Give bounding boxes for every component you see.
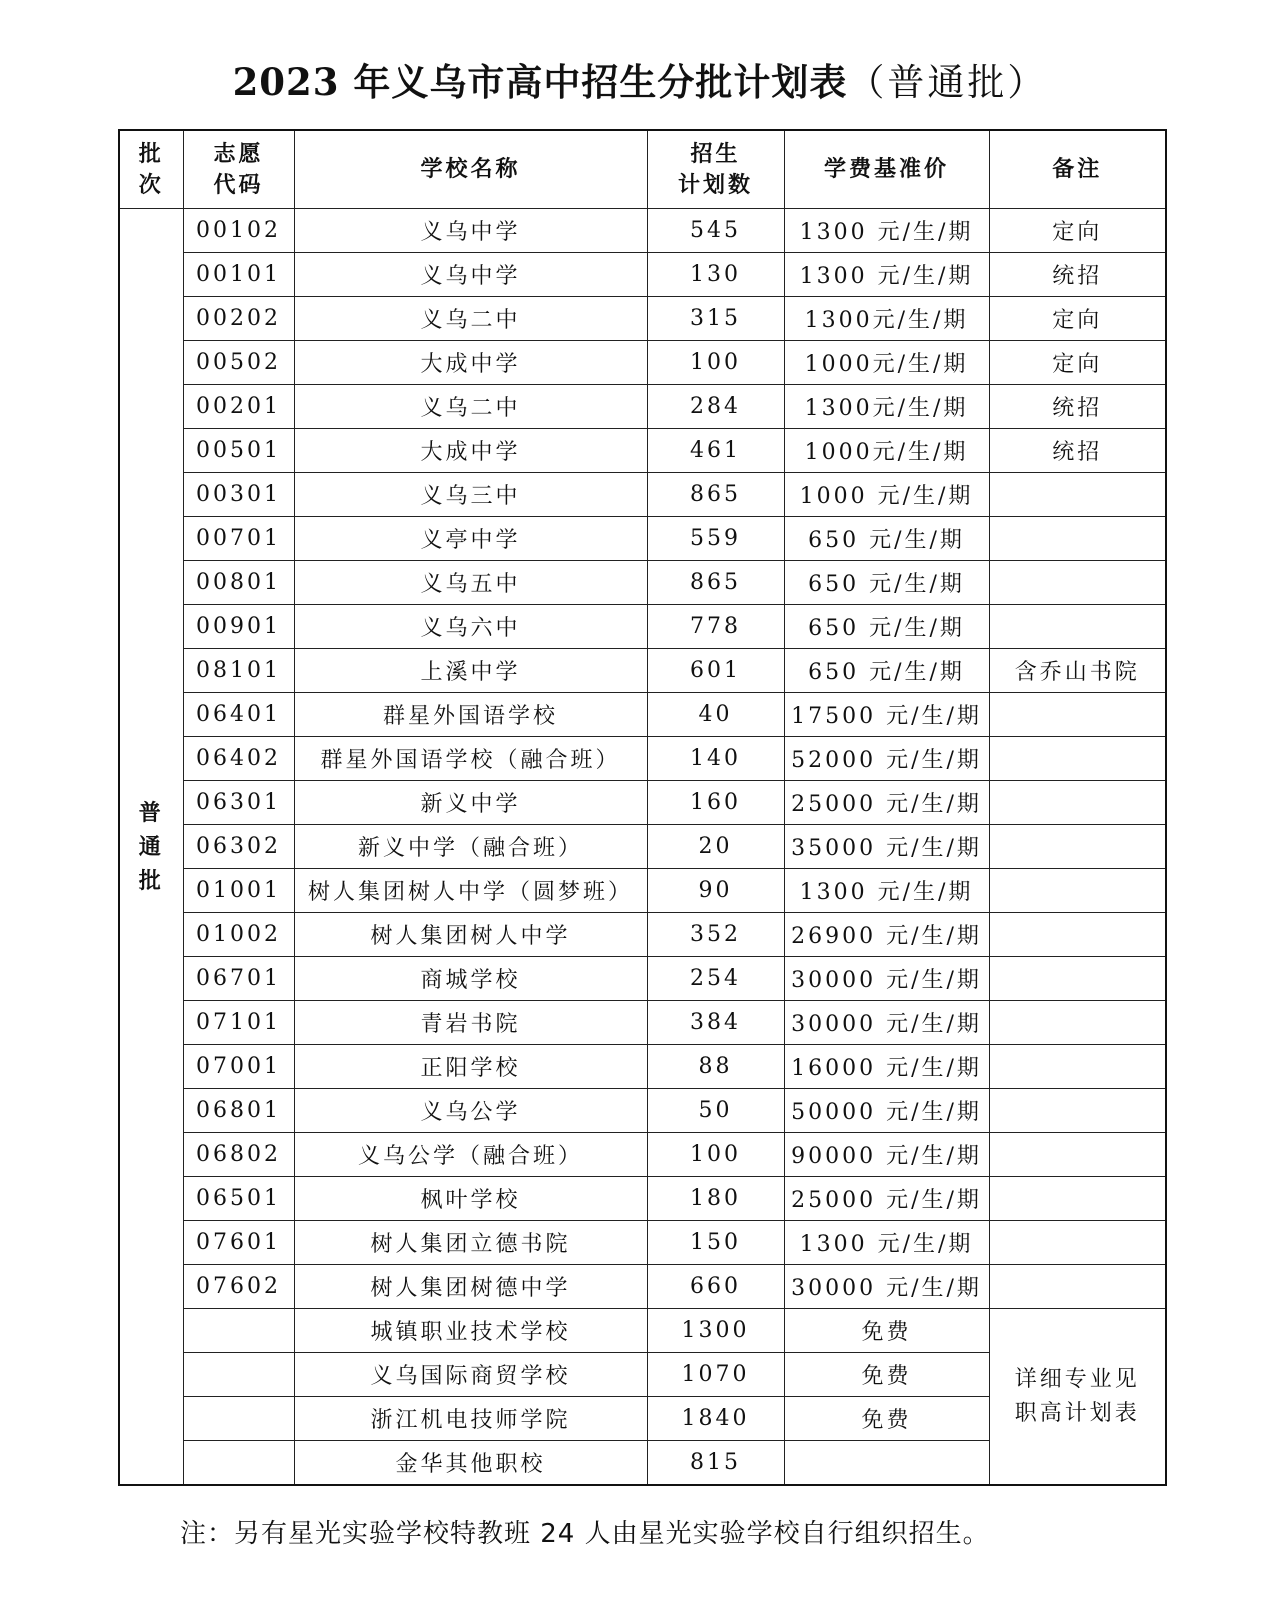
school-cell: 义乌国际商贸学校 [294,1353,647,1397]
code-cell: 00501 [183,429,294,473]
remark-cell [989,825,1166,869]
plan-cell: 559 [647,517,784,561]
fee-cell: 免费 [784,1353,989,1397]
table-row [119,517,1166,561]
school-cell: 义乌五中 [294,561,647,605]
remark-cell [989,913,1166,957]
table-row [119,1089,1166,1133]
plan-cell: 461 [647,429,784,473]
remark-cell [989,957,1166,1001]
remark-cell [989,605,1166,649]
table-row [119,1265,1166,1309]
plan-cell: 130 [647,253,784,297]
remark-cell: 统招 [989,253,1166,297]
plan-cell: 88 [647,1045,784,1089]
remark-cell [989,1133,1166,1177]
title-main: 2023 年义乌市高中招生分批计划表 [232,60,848,104]
plan-cell: 90 [647,869,784,913]
fee-cell: 免费 [784,1309,989,1353]
fee-cell: 90000 元/生/期 [784,1133,989,1177]
fee-cell: 30000 元/生/期 [784,1265,989,1309]
remark-cell [989,1177,1166,1221]
remark-cell [989,1265,1166,1309]
table-row [119,957,1166,1001]
header-plan [647,130,784,209]
header-plan-line1: 招生 [690,140,741,167]
code-cell: 00101 [183,253,294,297]
table-row [119,825,1166,869]
code-cell: 06801 [183,1089,294,1133]
code-cell: 01002 [183,913,294,957]
remark-cell [989,1001,1166,1045]
fee-cell: 1300 元/生/期 [784,253,989,297]
header-school: 学校名称 [294,130,647,209]
remark-cell: 定向 [989,297,1166,341]
fee-cell: 30000 元/生/期 [784,957,989,1001]
fee-cell: 25000 元/生/期 [784,1177,989,1221]
school-cell: 上溪中学 [294,649,647,693]
code-cell: 00801 [183,561,294,605]
plan-cell: 100 [647,1133,784,1177]
header-code [183,130,294,209]
table-row [119,1309,1166,1353]
header-fee: 学费基准价 [784,130,989,209]
fee-cell: 1300元/生/期 [784,385,989,429]
table-row [119,1177,1166,1221]
header-code-line1: 志愿 [213,140,264,167]
vocational-remark-cell [989,1309,1166,1486]
code-cell: 00701 [183,517,294,561]
plan-cell: 50 [647,1089,784,1133]
code-cell [183,1353,294,1397]
table-row [119,385,1166,429]
code-cell: 08101 [183,649,294,693]
code-cell: 07602 [183,1265,294,1309]
batch-char: 普 [138,799,164,826]
plan-cell: 40 [647,693,784,737]
school-cell: 树人集团树人中学（圆梦班） [294,869,647,913]
table-row [119,693,1166,737]
fee-cell: 1000元/生/期 [784,341,989,385]
table-row [119,1001,1166,1045]
enrollment-plan-table [118,129,1167,1486]
fee-cell [784,1441,989,1486]
code-cell [183,1397,294,1441]
remark-cell: 定向 [989,341,1166,385]
school-cell: 枫叶学校 [294,1177,647,1221]
code-cell [183,1309,294,1353]
code-cell: 00202 [183,297,294,341]
fee-cell: 1300 元/生/期 [784,1221,989,1265]
table-row [119,209,1166,253]
table-row [119,737,1166,781]
table-row [119,649,1166,693]
plan-cell: 1070 [647,1353,784,1397]
remark-cell [989,1045,1166,1089]
plan-cell: 254 [647,957,784,1001]
plan-cell: 160 [647,781,784,825]
code-cell: 07001 [183,1045,294,1089]
table-row [119,561,1166,605]
school-cell: 青岩书院 [294,1001,647,1045]
header-code-line2: 代码 [213,171,264,198]
code-cell: 00301 [183,473,294,517]
school-cell: 义乌二中 [294,297,647,341]
header-batch [119,130,183,209]
plan-cell: 100 [647,341,784,385]
fee-cell: 650 元/生/期 [784,561,989,605]
plan-cell: 150 [647,1221,784,1265]
fee-cell: 1000元/生/期 [784,429,989,473]
fee-cell: 免费 [784,1397,989,1441]
code-cell: 06401 [183,693,294,737]
school-cell: 义乌六中 [294,605,647,649]
school-cell: 新义中学 [294,781,647,825]
table-row [119,1221,1166,1265]
table-header-row [119,130,1166,209]
plan-cell: 384 [647,1001,784,1045]
vocational-remark-line1: 详细专业见 [1014,1366,1140,1392]
header-plan-line2: 计划数 [677,171,753,198]
fee-cell: 26900 元/生/期 [784,913,989,957]
code-cell: 07601 [183,1221,294,1265]
header-batch-line1: 批 [138,140,164,167]
code-cell: 00102 [183,209,294,253]
fee-cell: 35000 元/生/期 [784,825,989,869]
remark-cell [989,1221,1166,1265]
code-cell: 00901 [183,605,294,649]
fee-cell: 1000 元/生/期 [784,473,989,517]
vocational-remark-line2: 职高计划表 [1014,1400,1140,1426]
page-title [0,52,1280,106]
code-cell: 06302 [183,825,294,869]
code-cell: 06802 [183,1133,294,1177]
plan-cell: 815 [647,1441,784,1486]
fee-cell: 650 元/生/期 [784,517,989,561]
table-row [119,1133,1166,1177]
fee-cell: 50000 元/生/期 [784,1089,989,1133]
plan-cell: 20 [647,825,784,869]
school-cell: 正阳学校 [294,1045,647,1089]
plan-cell: 865 [647,561,784,605]
fee-cell: 1300 元/生/期 [784,869,989,913]
school-cell: 义乌中学 [294,209,647,253]
school-cell: 义乌二中 [294,385,647,429]
code-cell: 06402 [183,737,294,781]
school-cell: 大成中学 [294,429,647,473]
school-cell: 义乌公学 [294,1089,647,1133]
remark-cell: 含乔山书院 [989,649,1166,693]
code-cell: 00201 [183,385,294,429]
remark-cell [989,781,1166,825]
fee-cell: 25000 元/生/期 [784,781,989,825]
table-row [119,429,1166,473]
remark-cell: 定向 [989,209,1166,253]
remark-cell [989,737,1166,781]
fee-cell: 30000 元/生/期 [784,1001,989,1045]
school-cell: 树人集团立德书院 [294,1221,647,1265]
plan-cell: 180 [647,1177,784,1221]
code-cell: 07101 [183,1001,294,1045]
plan-cell: 352 [647,913,784,957]
header-remark: 备注 [989,130,1166,209]
fee-cell: 16000 元/生/期 [784,1045,989,1089]
plan-cell: 140 [647,737,784,781]
table-row [119,253,1166,297]
fee-cell: 650 元/生/期 [784,649,989,693]
table-row [119,473,1166,517]
plan-cell: 1840 [647,1397,784,1441]
table-row [119,869,1166,913]
batch-char: 通 [138,833,164,860]
school-cell: 群星外国语学校（融合班） [294,737,647,781]
remark-cell: 统招 [989,429,1166,473]
fee-cell: 17500 元/生/期 [784,693,989,737]
table-body [119,209,1166,1486]
title-sub: （普通批） [847,61,1048,104]
school-cell: 浙江机电技师学院 [294,1397,647,1441]
school-cell: 义乌中学 [294,253,647,297]
school-cell: 群星外国语学校 [294,693,647,737]
plan-cell: 865 [647,473,784,517]
school-cell: 城镇职业技术学校 [294,1309,647,1353]
plan-cell: 660 [647,1265,784,1309]
school-cell: 义乌公学（融合班） [294,1133,647,1177]
remark-cell [989,869,1166,913]
remark-cell [989,473,1166,517]
school-cell: 树人集团树德中学 [294,1265,647,1309]
table-row [119,781,1166,825]
header-batch-line2: 次 [138,171,164,198]
plan-cell: 284 [647,385,784,429]
school-cell: 树人集团树人中学 [294,913,647,957]
remark-cell: 统招 [989,385,1166,429]
remark-cell [989,561,1166,605]
table-row [119,913,1166,957]
school-cell: 义亭中学 [294,517,647,561]
fee-cell: 1300元/生/期 [784,297,989,341]
footnote: 注：另有星光实验学校特教班 24 人由星光实验学校自行组织招生。 [180,1519,990,1549]
code-cell: 01001 [183,869,294,913]
table-row [119,1045,1166,1089]
school-cell: 新义中学（融合班） [294,825,647,869]
plan-cell: 1300 [647,1309,784,1353]
plan-cell: 601 [647,649,784,693]
table-row [119,605,1166,649]
table-row [119,297,1166,341]
fee-cell: 52000 元/生/期 [784,737,989,781]
code-cell: 06301 [183,781,294,825]
table-row [119,341,1166,385]
plan-cell: 545 [647,209,784,253]
plan-cell: 778 [647,605,784,649]
remark-cell [989,517,1166,561]
school-cell: 商城学校 [294,957,647,1001]
plan-cell: 315 [647,297,784,341]
code-cell: 06701 [183,957,294,1001]
school-cell: 义乌三中 [294,473,647,517]
fee-cell: 1300 元/生/期 [784,209,989,253]
remark-cell [989,693,1166,737]
code-cell: 06501 [183,1177,294,1221]
code-cell: 00502 [183,341,294,385]
fee-cell: 650 元/生/期 [784,605,989,649]
batch-cell [119,209,183,1486]
remark-cell [989,1089,1166,1133]
code-cell [183,1441,294,1486]
school-cell: 金华其他职校 [294,1441,647,1486]
batch-char: 批 [138,867,164,894]
school-cell: 大成中学 [294,341,647,385]
